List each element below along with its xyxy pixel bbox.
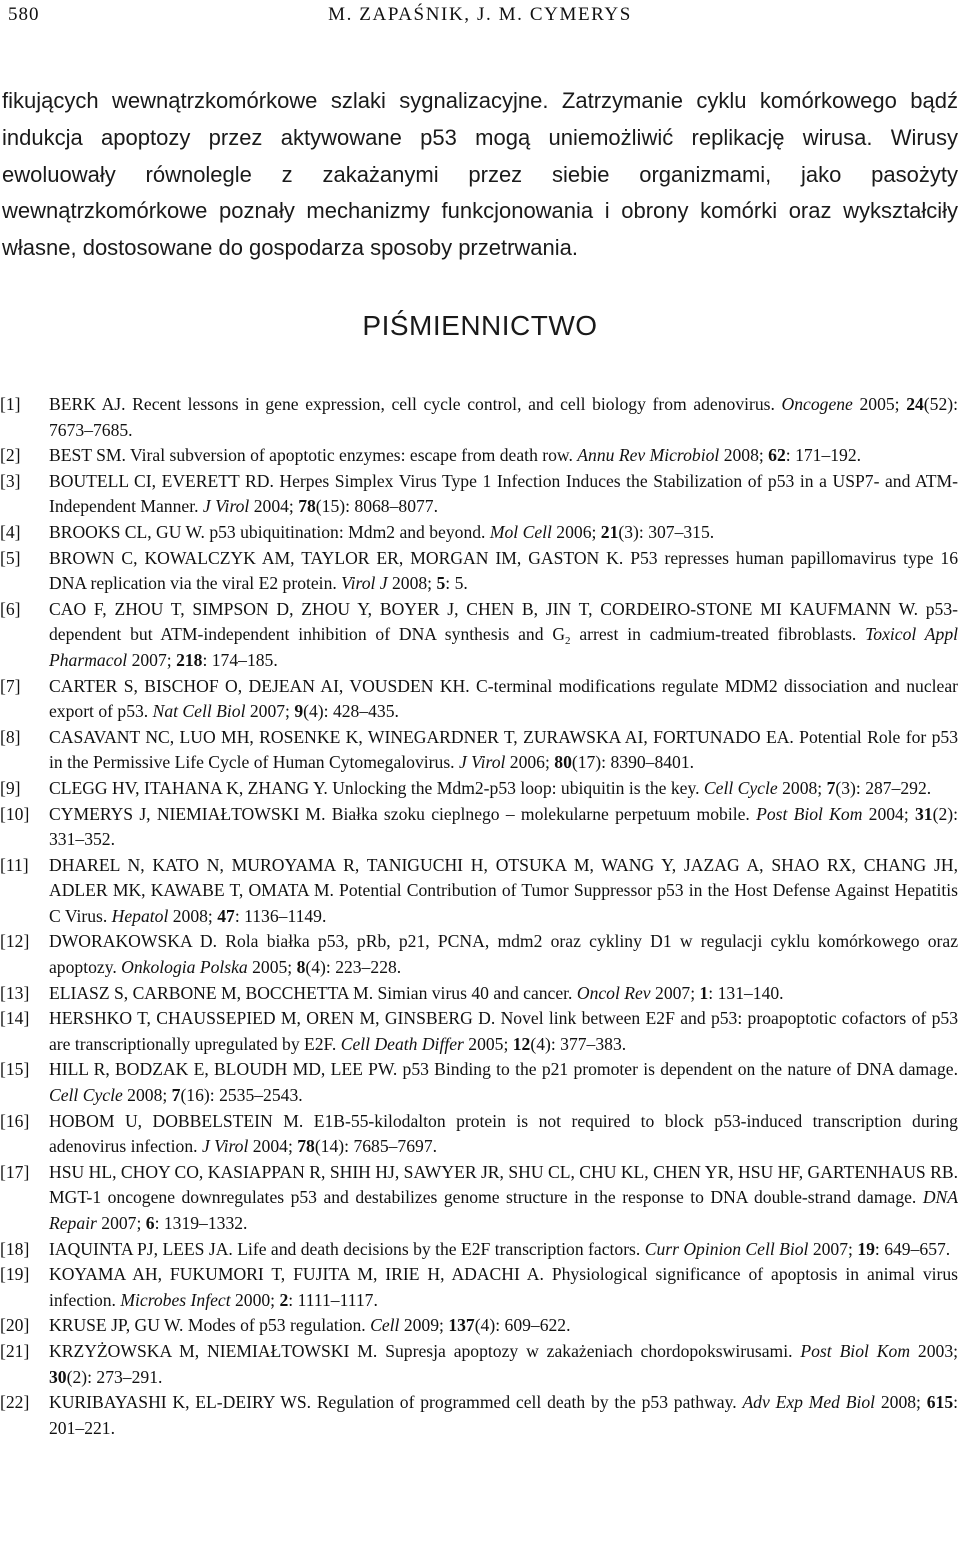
reference-year: 2006; bbox=[551, 521, 601, 542]
reference-authors: HERSHKO T, CHAUSSEPIED M, OREN M, GINSBERG D. bbox=[49, 1008, 496, 1029]
reference-item bbox=[0, 776, 958, 802]
reference-issue: : bbox=[785, 445, 796, 466]
reference-number: [5] bbox=[0, 547, 21, 568]
body-paragraph: fikujących wewnątrzkomórkowe szlaki sygnalizacyjne. Zatrzymanie cyklu komórkowego bądź indukcja apoptozy przez aktywowane p53 mogą uniemożliwić replikację wirusa. Wirusy ewoluowały równolegle z zakażanymi przez siebie organizmami, jako pasożyty wewnątrzkomórkowe poznały mechanizmy funkcjonowania i obrony komórki oraz wykształciły własne, dostosowane do gospodarza sposoby przetrwania. bbox=[2, 88, 958, 261]
reference-volume: 21 bbox=[600, 521, 619, 542]
reference-authors: BROOKS CL, GU W. bbox=[49, 521, 205, 542]
reference-authors: CLEGG HV, ITAHANA K, ZHANG Y. bbox=[49, 777, 328, 798]
reference-item bbox=[0, 1006, 958, 1057]
reference-title: Simian virus 40 and cancer. bbox=[373, 982, 577, 1003]
reference-item bbox=[0, 1160, 958, 1237]
reference-number: [16] bbox=[0, 1110, 30, 1131]
reference-pages: 171–192. bbox=[795, 445, 862, 466]
reference-issue: : bbox=[202, 649, 212, 670]
reference-volume: 24 bbox=[906, 394, 924, 414]
reference-pages: 609–622. bbox=[504, 1315, 571, 1336]
reference-journal: Post Biol Kom bbox=[756, 803, 863, 824]
reference-title: MGT-1 oncogene downregulates p53 and destabilizes genome structure in the response to DNA double-strand damage. bbox=[49, 1187, 923, 1208]
reference-volume: 19 bbox=[857, 1238, 875, 1259]
reference-journal: Cell Cycle bbox=[49, 1085, 123, 1106]
reference-authors: IAQUINTA PJ, LEES JA. bbox=[49, 1238, 233, 1259]
reference-authors: DHAREL N, KATO N, MUROYAMA R, TANIGUCHI H, OTSUKA M, WANG Y, JAZAG A, SHAO RX, CHANG JH, ADLER MK, KAWABE T, OMATA M. bbox=[49, 854, 958, 901]
reference-authors: CYMERYS J, NIEMIAŁTOWSKI M. bbox=[49, 803, 326, 824]
reference-pages: 7685–7697. bbox=[353, 1136, 438, 1157]
reference-journal: Virol J bbox=[341, 573, 388, 594]
reference-title: Physiological significance of apoptosis in animal virus infection. bbox=[49, 1264, 959, 1310]
reference-authors: HILL R, BODZAK E, BLOUDH MD, LEE PW. bbox=[49, 1059, 398, 1080]
reference-journal: Mol Cell bbox=[489, 521, 552, 542]
reference-title: C-terminal modifications regulate MDM2 dissociation and nuclear export of p53. bbox=[49, 675, 958, 722]
reference-authors: KOYAMA AH, FUKUMORI T, FUJITA M, IRIE H, ADACHI A. bbox=[49, 1264, 544, 1285]
reference-volume: 78 bbox=[298, 496, 316, 517]
reference-number: [18] bbox=[0, 1238, 30, 1259]
reference-year: 2004; bbox=[249, 496, 299, 517]
reference-volume: 62 bbox=[768, 445, 786, 466]
reference-title: Life and death decisions by the E2F transcription factors. bbox=[232, 1238, 645, 1259]
reference-item bbox=[0, 1237, 958, 1263]
reference-year: 2003; bbox=[910, 1340, 959, 1361]
reference-year: 2007; bbox=[96, 1213, 146, 1233]
reference-pages: 331–352. bbox=[49, 829, 115, 850]
reference-authors: BERK AJ. bbox=[49, 394, 126, 414]
running-header bbox=[8, 4, 952, 32]
reference-authors: KRZYŻOWSKA M, NIEMIAŁTOWSKI M. bbox=[49, 1340, 378, 1361]
reference-issue: : bbox=[234, 905, 245, 926]
reference-number: [3] bbox=[0, 470, 21, 491]
reference-pages: 1136–1149. bbox=[244, 905, 327, 926]
reference-pages: 174–185. bbox=[211, 649, 278, 670]
reference-year: 2008; bbox=[719, 445, 769, 466]
reference-pages: 428–435. bbox=[332, 701, 399, 722]
reference-issue: (4): bbox=[303, 701, 333, 722]
reference-volume: 218 bbox=[176, 649, 203, 670]
reference-title: Potential Role for p53 in the Permissive Life Cycle of Human Cytomegalovirus. bbox=[49, 726, 958, 773]
reference-volume: 31 bbox=[915, 803, 933, 824]
reference-issue: : bbox=[953, 1392, 958, 1413]
reference-authors: CARTER S, BISCHOF O, DEJEAN AI, VOUSDEN KH. bbox=[49, 675, 470, 696]
reference-title: Supresja apoptozy w zakażeniach chordopokswirusami. bbox=[377, 1340, 801, 1361]
reference-issue: (17): bbox=[571, 752, 611, 773]
reference-item bbox=[0, 597, 958, 674]
reference-journal: Curr Opinion Cell Biol bbox=[644, 1238, 809, 1259]
reference-item bbox=[0, 802, 958, 853]
reference-volume: 78 bbox=[297, 1136, 315, 1157]
reference-volume: 8 bbox=[296, 957, 306, 978]
reference-number: [9] bbox=[0, 777, 21, 798]
reference-title: p53 Binding to the p21 promoter is dependent on the nature of DNA damage. bbox=[397, 1059, 958, 1080]
reference-volume: 7 bbox=[171, 1085, 181, 1106]
reference-issue: (4): bbox=[530, 1033, 561, 1054]
reference-pages: 649–657. bbox=[884, 1238, 951, 1259]
reference-issue: : bbox=[288, 1289, 298, 1310]
reference-title: Recent lessons in gene expression, cell cycle control, and cell biology from adenovirus. bbox=[125, 394, 782, 414]
reference-pages: 2535–2543. bbox=[219, 1085, 303, 1106]
reference-volume: 615 bbox=[926, 1392, 954, 1413]
reference-year: 2007; bbox=[808, 1238, 858, 1259]
reference-item bbox=[0, 1339, 958, 1390]
reference-issue: (14): bbox=[314, 1136, 354, 1157]
reference-year: 2007; bbox=[127, 649, 177, 670]
reference-volume: 1 bbox=[699, 982, 709, 1003]
reference-volume: 30 bbox=[49, 1366, 67, 1387]
reference-pages: 287–292. bbox=[865, 777, 932, 798]
reference-item bbox=[0, 1057, 958, 1108]
reference-item bbox=[0, 1262, 958, 1313]
reference-item bbox=[0, 1313, 958, 1339]
reference-list bbox=[0, 392, 958, 1441]
reference-pages: 8390–8401. bbox=[610, 752, 695, 773]
reference-volume: 7 bbox=[826, 777, 836, 798]
reference-issue: (4): bbox=[305, 957, 336, 978]
reference-pages: 377–383. bbox=[560, 1033, 627, 1054]
reference-issue: : bbox=[154, 1213, 164, 1233]
reference-year: 2008; bbox=[168, 905, 218, 926]
reference-number: [4] bbox=[0, 521, 21, 542]
reference-number: [1] bbox=[0, 394, 21, 414]
reference-journal: Onkologia Polska bbox=[121, 957, 248, 978]
reference-journal: DNA Repair bbox=[49, 1187, 958, 1233]
reference-journal: Nat Cell Biol bbox=[152, 701, 246, 722]
reference-authors: CAO F, ZHOU T, SIMPSON D, ZHOU Y, BOYER J, CHEN B, JIN T, CORDEIRO-STONE MI KAUFMANN W. bbox=[49, 598, 918, 619]
reference-issue: : bbox=[708, 982, 718, 1003]
reference-title: Potential Contribution of Tumor Suppressor p53 in the Host Defense Against Hepatitis C Virus. bbox=[49, 880, 959, 926]
reference-item bbox=[0, 1109, 958, 1160]
reference-journal: Cell Death Differ bbox=[340, 1033, 464, 1054]
reference-year: 2005; bbox=[852, 394, 907, 414]
reference-authors: KURIBAYASHI K, EL-DEIRY WS. bbox=[49, 1392, 312, 1413]
reference-year: 2006; bbox=[505, 752, 555, 773]
reference-authors: BROWN C, KOWALCZYK AM, TAYLOR ER, MORGAN IM, GASTON K. bbox=[49, 547, 624, 568]
reference-title: Novel link between E2F and p53: proapoptotic cofactors of p53 are transcriptionally upregulated by E2F. bbox=[49, 1008, 958, 1054]
reference-year: 2005; bbox=[463, 1033, 513, 1054]
reference-title: Modes of p53 regulation. bbox=[183, 1315, 371, 1336]
reference-item bbox=[0, 725, 958, 776]
reference-journal: J Virol bbox=[202, 496, 250, 517]
reference-journal: Annu Rev Microbiol bbox=[577, 445, 720, 466]
reference-title: Rola białka p53, pRb, p21, PCNA, mdm2 oraz cykliny D1 w regulacji cyklu komórkowego oraz apoptozy. bbox=[49, 931, 958, 978]
reference-number: [11] bbox=[0, 854, 29, 875]
reference-authors: HSU HL, CHOY CO, KASIAPPAN R, SHIH HJ, SAWYER JR, SHU CL, CHU KL, CHEN YR, HSU HF, GARTENHAUS RB. bbox=[49, 1161, 958, 1182]
reference-title-tail: arrest in cadmium-treated fibroblasts. bbox=[570, 624, 866, 645]
reference-pages: 5. bbox=[454, 573, 468, 594]
reference-number: [21] bbox=[0, 1340, 30, 1361]
reference-authors: DWORAKOWSKA D. bbox=[49, 931, 218, 952]
reference-item bbox=[0, 929, 958, 980]
reference-item bbox=[0, 1390, 958, 1441]
reference-title: E1B-55-kilodalton protein is not required to block p53-induced transcription during adenovirus infection. bbox=[49, 1110, 958, 1157]
reference-journal: Microbes Infect bbox=[120, 1289, 231, 1310]
reference-title-sub: 2 bbox=[565, 635, 571, 648]
reference-year: 2005; bbox=[247, 957, 297, 978]
reference-number: [12] bbox=[0, 931, 30, 952]
reference-issue: : bbox=[445, 573, 455, 594]
reference-volume: 12 bbox=[512, 1033, 531, 1054]
reference-issue: : bbox=[874, 1238, 885, 1259]
reference-number: [7] bbox=[0, 675, 21, 696]
reference-journal: Oncogene bbox=[781, 394, 853, 414]
page-number: 580 bbox=[8, 4, 40, 25]
reference-authors: BEST SM. bbox=[49, 445, 126, 466]
reference-journal: Post Biol Kom bbox=[800, 1340, 911, 1361]
reference-year: 2000; bbox=[230, 1289, 280, 1310]
reference-number: [8] bbox=[0, 726, 21, 747]
reference-number: [20] bbox=[0, 1315, 30, 1336]
reference-pages: 131–140. bbox=[717, 982, 784, 1003]
reference-pages: 1111–1117. bbox=[297, 1289, 378, 1310]
reference-issue: (4): bbox=[474, 1315, 505, 1336]
reference-journal: Adv Exp Med Biol bbox=[742, 1392, 876, 1413]
reference-journal: J Virol bbox=[458, 752, 506, 773]
reference-authors: BOUTELL CI, EVERETT RD. bbox=[49, 470, 274, 491]
reference-journal: Hepatol bbox=[111, 905, 169, 926]
reference-issue: (3): bbox=[618, 521, 649, 542]
reference-authors: KRUSE JP, GU W. bbox=[49, 1315, 184, 1336]
reference-authors: HOBOM U, DOBBELSTEIN M. bbox=[49, 1110, 304, 1131]
reference-year: 2008; bbox=[387, 573, 437, 594]
reference-item bbox=[0, 674, 958, 725]
reference-number: [19] bbox=[0, 1264, 30, 1285]
reference-volume: 5 bbox=[436, 573, 446, 594]
reference-pages: 8068–8077. bbox=[354, 496, 438, 517]
reference-pages: 201–221. bbox=[49, 1417, 115, 1438]
reference-pages: 273–291. bbox=[96, 1366, 163, 1387]
reference-issue: (2): bbox=[932, 803, 958, 824]
reference-volume: 47 bbox=[217, 905, 235, 926]
reference-title: p53-dependent but ATM-independent inhibition of DNA synthesis and G bbox=[49, 598, 958, 645]
reference-title: P53 represses human papillomavirus type 16 DNA replication via the viral E2 protein. bbox=[49, 547, 958, 594]
reference-volume: 80 bbox=[554, 752, 572, 773]
reference-item bbox=[0, 392, 958, 443]
reference-item bbox=[0, 443, 958, 469]
reference-title: Herpes Simplex Virus Type 1 Infection Induces the Stabilization of p53 in a USP7- and ATM-Independent Manner. bbox=[49, 470, 958, 517]
reference-title: Viral subversion of apoptotic enzymes: escape from death row. bbox=[125, 445, 578, 466]
reference-issue: (15): bbox=[315, 496, 355, 517]
reference-year: 2004; bbox=[862, 803, 915, 824]
reference-authors: CASAVANT NC, LUO MH, ROSENKE K, WINEGARDNER T, ZURAWSKA AI, FORTUNADO EA. bbox=[49, 726, 794, 747]
reference-journal: J Virol bbox=[201, 1136, 249, 1157]
reference-number: [17] bbox=[0, 1161, 30, 1182]
reference-item bbox=[0, 981, 958, 1007]
reference-title: p53 ubiquitination: Mdm2 and beyond. bbox=[204, 521, 490, 542]
section-title: PIŚMIENNICTWO bbox=[362, 310, 598, 341]
reference-authors: ELIASZ S, CARBONE M, BOCCHETTA M. bbox=[49, 982, 374, 1003]
reference-issue: (16): bbox=[180, 1085, 220, 1106]
reference-year: 2007; bbox=[245, 701, 295, 722]
reference-item bbox=[0, 546, 958, 597]
reference-year: 2009; bbox=[399, 1315, 449, 1336]
reference-issue: (3): bbox=[835, 777, 866, 798]
reference-item bbox=[0, 469, 958, 520]
reference-item bbox=[0, 853, 958, 930]
reference-issue: (52): bbox=[923, 394, 958, 414]
reference-journal: Cell Cycle bbox=[703, 777, 778, 798]
reference-title: Unlocking the Mdm2-p53 loop: ubiquitin is the key. bbox=[327, 777, 704, 798]
reference-volume: 6 bbox=[145, 1213, 155, 1233]
body-paragraph-block bbox=[2, 83, 958, 267]
reference-item bbox=[0, 520, 958, 546]
reference-title: Białka szoku cieplnego – molekularne perpetuum mobile. bbox=[325, 803, 757, 824]
reference-volume: 137 bbox=[448, 1315, 475, 1336]
reference-journal: Cell bbox=[370, 1315, 400, 1336]
reference-year: 2007; bbox=[650, 982, 700, 1003]
reference-journal: Toxicol Appl Pharmacol bbox=[49, 624, 959, 670]
reference-number: [22] bbox=[0, 1392, 30, 1413]
reference-number: [10] bbox=[0, 803, 30, 824]
reference-issue: (2): bbox=[66, 1366, 97, 1387]
reference-volume: 2 bbox=[279, 1289, 289, 1310]
reference-year: 2008; bbox=[777, 777, 827, 798]
reference-number: [13] bbox=[0, 982, 30, 1003]
reference-year: 2008; bbox=[122, 1085, 172, 1106]
running-title: M. ZAPAŚNIK, J. M. CYMERYS bbox=[328, 4, 632, 25]
reference-title: Regulation of programmed cell death by the p53 pathway. bbox=[311, 1392, 743, 1413]
reference-number: [6] bbox=[0, 598, 21, 619]
reference-number: [2] bbox=[0, 445, 21, 466]
reference-journal: Oncol Rev bbox=[576, 982, 651, 1003]
reference-pages: 223–228. bbox=[335, 957, 402, 978]
reference-volume: 9 bbox=[294, 701, 304, 722]
reference-number: [14] bbox=[0, 1008, 30, 1029]
reference-pages: 1319–1332. bbox=[163, 1213, 248, 1233]
reference-year: 2008; bbox=[875, 1392, 927, 1413]
reference-year: 2004; bbox=[248, 1136, 298, 1157]
reference-pages: 307–315. bbox=[648, 521, 715, 542]
reference-number: [15] bbox=[0, 1059, 30, 1080]
reference-pages: 7673–7685. bbox=[49, 419, 133, 440]
